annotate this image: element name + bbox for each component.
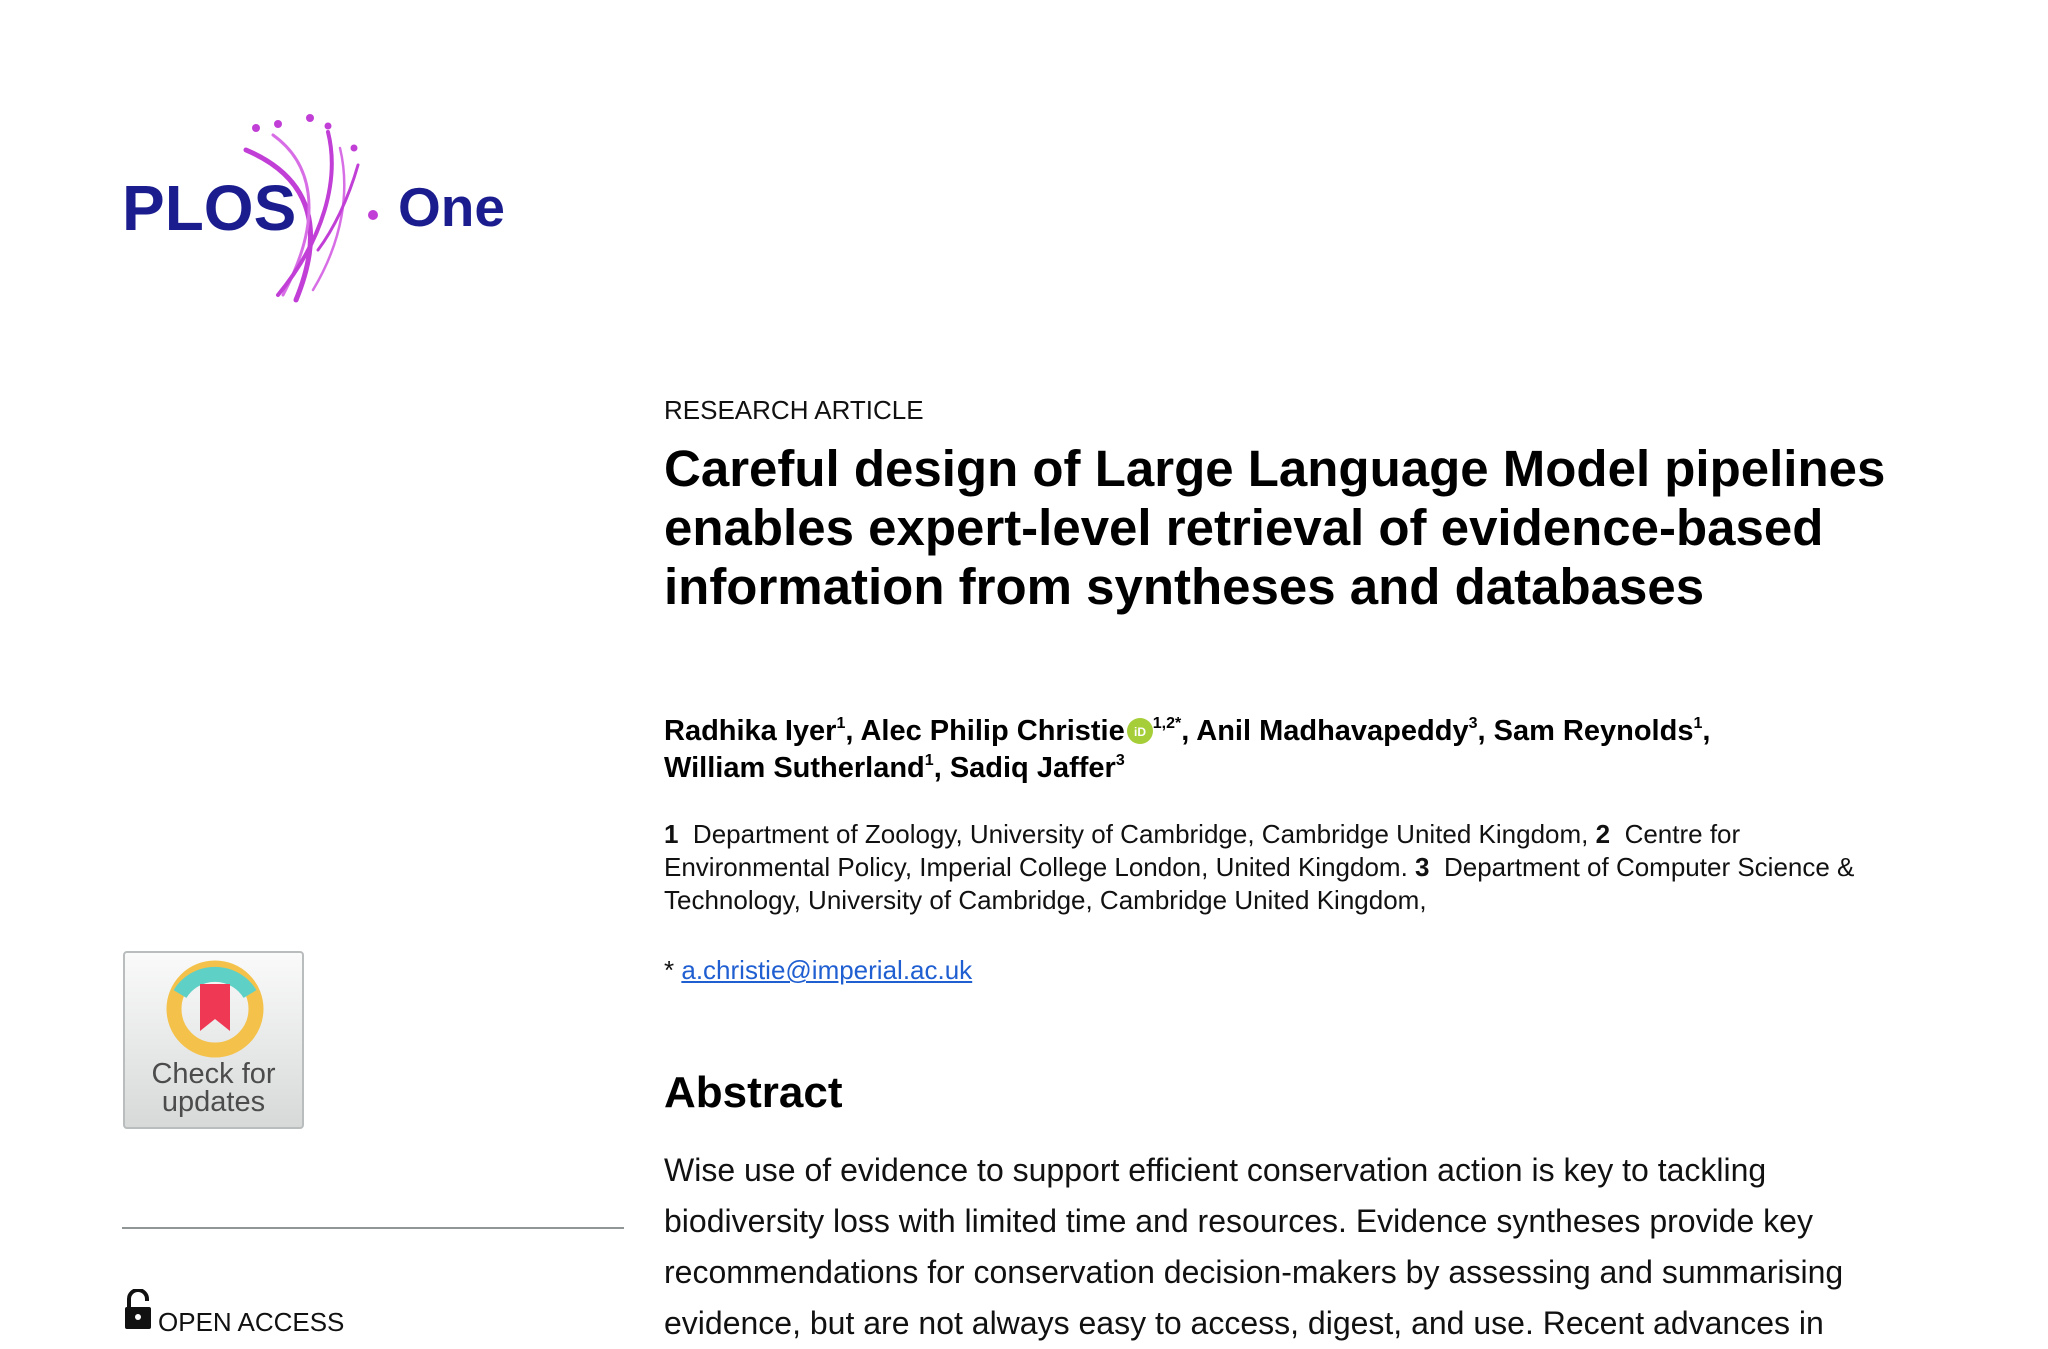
- author-affiliation-marker: 1: [836, 715, 846, 732]
- correspondence-email-link[interactable]: a.christie@imperial.ac.uk: [681, 955, 973, 985]
- orcid-icon[interactable]: [1127, 718, 1153, 744]
- sidebar-divider: [122, 1227, 624, 1229]
- author-name[interactable]: Sadiq Jaffer: [949, 752, 1116, 784]
- affiliation-number: 1: [664, 819, 679, 849]
- check-for-updates-label: [125, 1060, 302, 1116]
- svg-text:iD: iD: [1133, 725, 1146, 739]
- open-access-label: OPEN ACCESS: [158, 1307, 345, 1337]
- affiliation-text: Department of Computer Science & Technology, University of Cambridge, Cambridge United Kingdom,: [664, 852, 1855, 915]
- logo-plos-text: PLOS: [122, 172, 297, 244]
- article-title: Careful design of Large Language Model pipelines enables expert-level retrieval of evidence-based information from syntheses and databases: [664, 440, 1886, 615]
- author-list: Radhika Iyer$^1$, Alec Philip Christie iD $^{1,2*}$, Anil Madhavapeddy$^3$, Sam Reynolds$^1$, William Sutherland$^1$, Sadiq Jaffer$^3$: [664, 715, 1711, 784]
- abstract-text: Wise use of evidence to support efficient conservation action is key to tackling biodiversity loss with limited time and resources. Evidence syntheses provide key recommendations for conservation decision-makers by assessing and summarising evidence, but are not always easy to access, digest, and use. Recent advances in: [664, 1152, 1844, 1341]
- journal-logo: [118, 110, 518, 310]
- crossmark-icon: [165, 959, 265, 1059]
- author-affiliation-marker: 3: [1468, 715, 1478, 732]
- affiliation-number: 2: [1595, 819, 1611, 849]
- author-affiliation-marker: 1: [1693, 715, 1703, 732]
- affiliation-list: [664, 818, 1904, 917]
- author-name[interactable]: Anil Madhavapeddy: [1196, 715, 1469, 747]
- author-name[interactable]: William Sutherland: [664, 752, 925, 784]
- author-name[interactable]: Radhika Iyer: [664, 715, 837, 747]
- author-affiliation-marker: 3: [1115, 752, 1125, 769]
- author-affiliation-marker: 1,2*: [1152, 715, 1182, 732]
- badge-line-2: updates: [161, 1086, 266, 1118]
- affiliation-number: 3: [1415, 852, 1430, 882]
- logo-one-text: One: [398, 176, 505, 238]
- check-for-updates-badge[interactable]: [123, 951, 304, 1129]
- correspondence-line: [664, 955, 972, 986]
- open-lock-icon: [122, 1289, 154, 1329]
- abstract-heading: Abstract: [664, 1068, 843, 1117]
- affiliation-text: Centre for Environmental Policy, Imperial College London, United Kingdom.: [664, 819, 1741, 882]
- author-name[interactable]: Alec Philip Christie: [860, 715, 1125, 747]
- article-type: RESEARCH ARTICLE: [664, 395, 924, 425]
- affiliation-text: Department of Zoology, University of Cambridge, Cambridge United Kingdom,: [692, 819, 1589, 849]
- author-name[interactable]: Sam Reynolds: [1493, 715, 1694, 747]
- correspondence-marker: *: [664, 955, 675, 985]
- author-affiliation-marker: 1: [924, 752, 934, 769]
- badge-line-1: Check for: [151, 1058, 276, 1090]
